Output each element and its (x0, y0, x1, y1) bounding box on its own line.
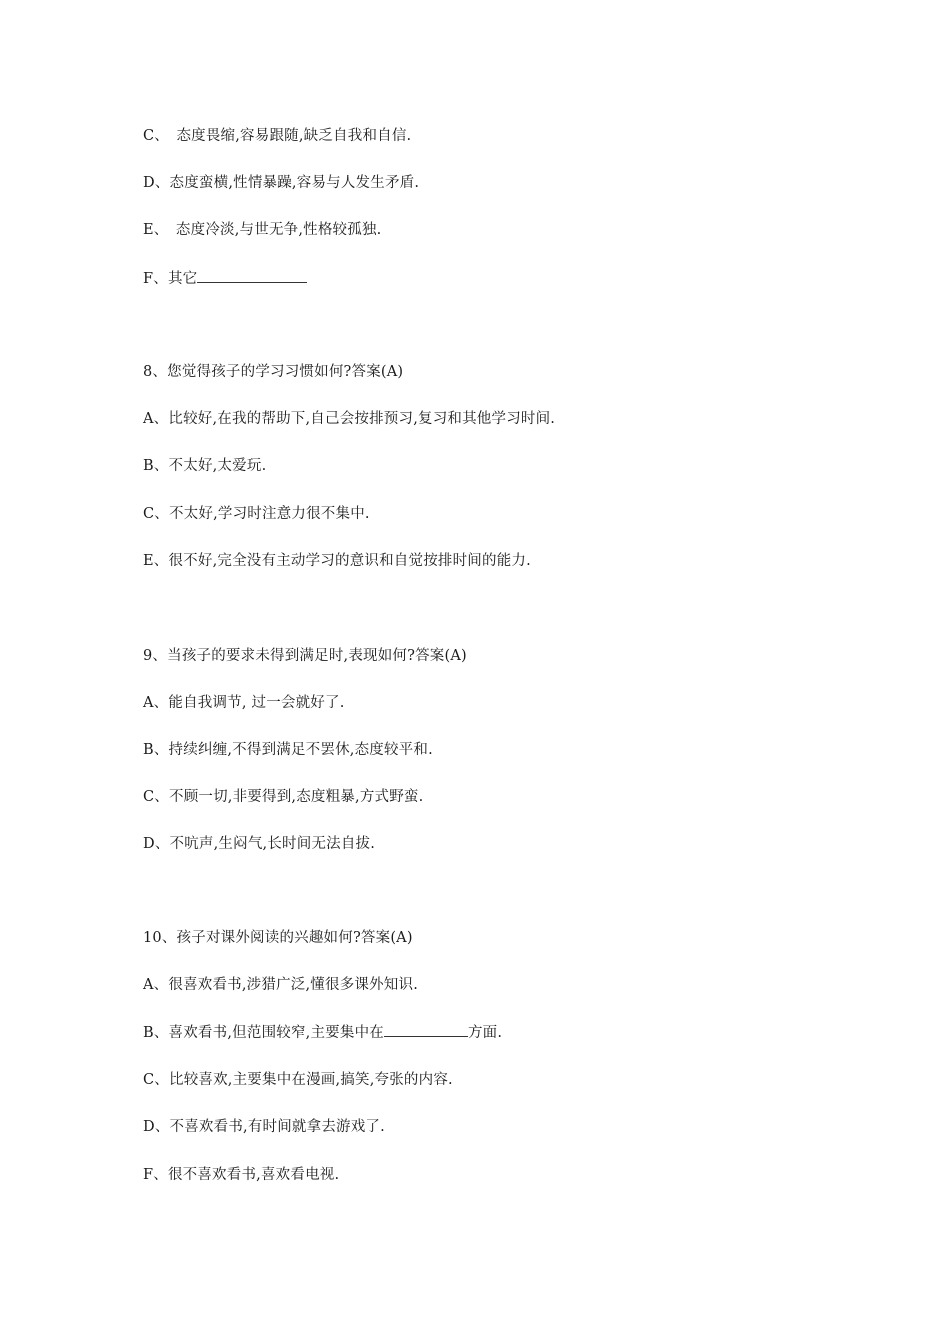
q7-option-c: C、 态度畏缩,容易跟随,缺乏自我和自信. (143, 128, 412, 144)
q8-question: 8、您觉得孩子的学习习惯如何?答案(A) (143, 364, 404, 380)
q9-option-c: C、不顾一切,非要得到,态度粗暴,方式野蛮. (143, 789, 424, 805)
q7-option-e: E、 态度冷淡,与世无争,性格较孤独. (143, 222, 382, 238)
q9-option-a: A、能自我调节, 过一会就好了. (143, 695, 345, 711)
q10-question: 10、孩子对课外阅读的兴趣如何?答案(A) (143, 930, 413, 946)
q10-option-b (143, 1022, 502, 1043)
q8-option-a: A、比较好,在我的帮助下,自己会按排预习,复习和其他学习时间. (143, 411, 556, 427)
q10-option-d: D、不喜欢看书,有时间就拿去游戏了. (143, 1119, 385, 1135)
q8-option-b: B、不太好,太爱玩. (143, 458, 267, 474)
q10-option-b-prefix: B、喜欢看书,但范围较窄,主要集中在 (143, 1025, 384, 1041)
q8-option-c: C、不太好,学习时注意力很不集中. (143, 506, 370, 522)
q9-option-d: D、不吭声,生闷气,长时间无法自拔. (143, 836, 376, 852)
fill-in-blank (384, 1022, 468, 1037)
q7-option-f (143, 268, 307, 289)
q7-option-d: D、态度蛮横,性情暴躁,容易与人发生矛盾. (143, 175, 420, 191)
q10-option-a: A、很喜欢看书,涉猎广泛,懂很多课外知识. (143, 977, 418, 993)
q7-option-f-label: F、其它 (143, 271, 198, 287)
fill-in-blank (197, 268, 307, 283)
q10-option-f: F、很不喜欢看书,喜欢看电视. (143, 1167, 340, 1183)
q8-option-e: E、很不好,完全没有主动学习的意识和自觉按排时间的能力. (143, 553, 531, 569)
q10-option-c: C、比较喜欢,主要集中在漫画,搞笑,夸张的内容. (143, 1072, 453, 1088)
q9-option-b: B、持续纠缠,不得到满足不罢休,态度较平和. (143, 742, 433, 758)
q10-option-b-suffix: 方面. (467, 1025, 503, 1041)
q9-question: 9、当孩子的要求未得到满足时,表现如何?答案(A) (143, 648, 467, 664)
